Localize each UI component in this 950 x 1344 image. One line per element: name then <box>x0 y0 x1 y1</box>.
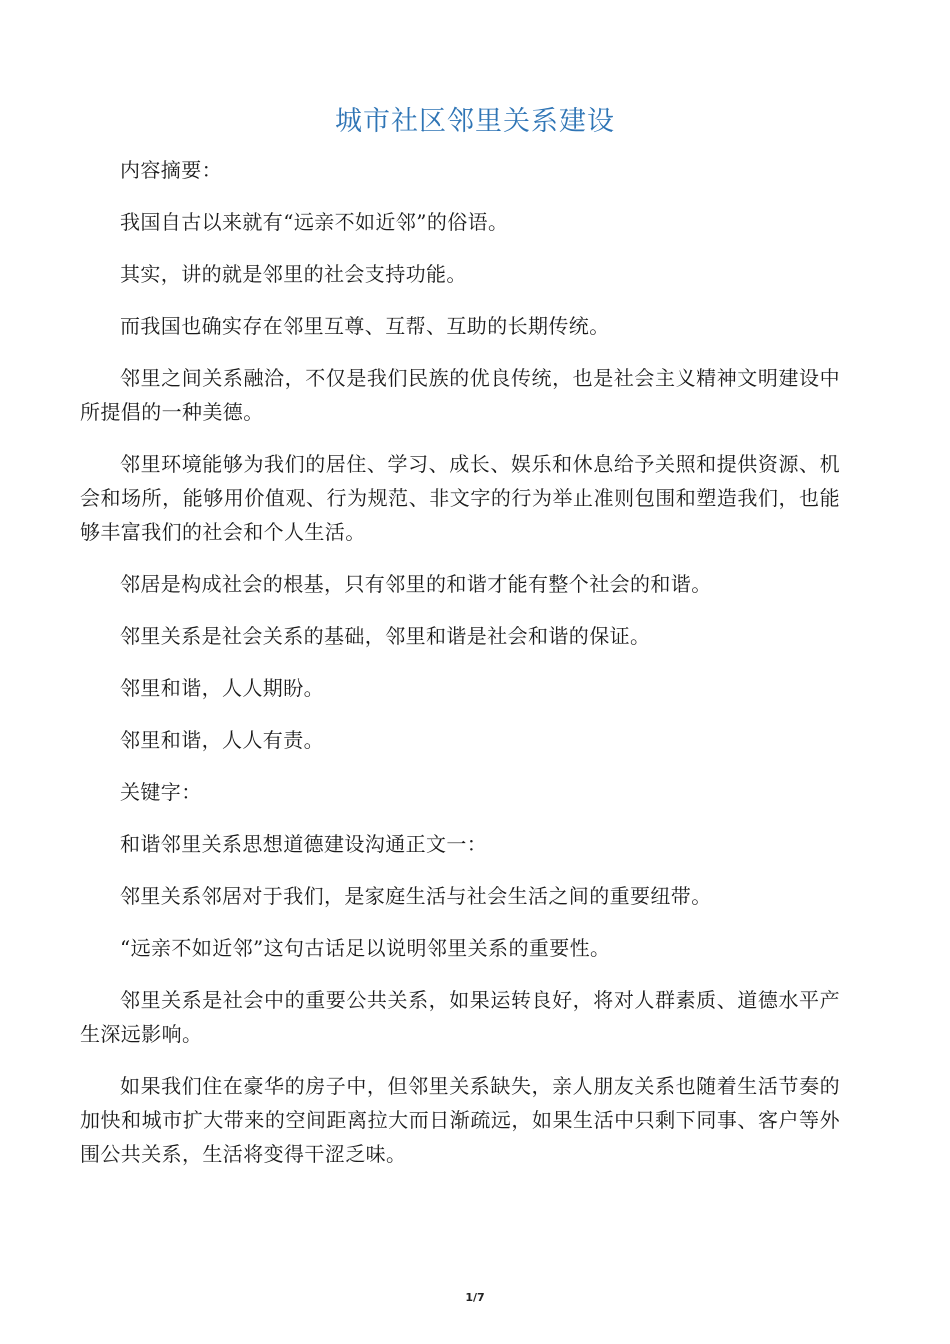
paragraph-abstract-label: 内容摘要： <box>120 158 222 182</box>
paragraph: 和谐邻里关系思想道德建设沟通正文一： <box>120 832 488 856</box>
paragraph: “远亲不如近邻”这句古话足以说明邻里关系的重要性。 <box>120 936 611 960</box>
paragraph: 邻里关系邻居对于我们，是家庭生活与社会生活之间的重要纽带。 <box>120 884 712 908</box>
document-title: 城市社区邻里关系建设 <box>335 106 615 137</box>
paragraph: 我国自古以来就有“远亲不如近邻”的俗语。 <box>120 210 509 234</box>
paragraph: 其实，讲的就是邻里的社会支持功能。 <box>120 262 467 286</box>
paragraph: 邻里之间关系融洽，不仅是我们民族的优良传统，也是社会主义精神文明建设中所提倡的一种美德。 <box>80 366 840 424</box>
paragraph-keywords-label: 关键字： <box>120 780 202 804</box>
paragraph: 邻里和谐，人人有责。 <box>120 728 324 752</box>
paragraph: 邻里环境能够为我们的居住、学习、成长、娱乐和休息给予关照和提供资源、机会和场所，能够用价值观、行为规范、非文字的行为举止准则包围和塑造我们，也能够丰富我们的社会和个人生活。 <box>80 452 840 544</box>
paragraph: 邻里关系是社会中的重要公共关系，如果运转良好，将对人群素质、道德水平产生深远影响。 <box>80 988 840 1046</box>
paragraph: 而我国也确实存在邻里互尊、互帮、互助的长期传统。 <box>120 314 610 338</box>
paragraph: 邻居是构成社会的根基，只有邻里的和谐才能有整个社会的和谐。 <box>120 572 712 596</box>
paragraph: 如果我们住在豪华的房子中，但邻里关系缺失，亲人朋友关系也随着生活节奏的加快和城市扩大带来的空间距离拉大而日渐疏远，如果生活中只剩下同事、客户等外围公共关系，生活将变得干涩乏味。 <box>80 1074 840 1166</box>
paragraph: 邻里和谐，人人期盼。 <box>120 676 324 700</box>
page-number: 1/7 <box>465 1291 485 1304</box>
paragraph: 邻里关系是社会关系的基础，邻里和谐是社会和谐的保证。 <box>120 624 651 648</box>
document-body <box>80 153 840 1189</box>
